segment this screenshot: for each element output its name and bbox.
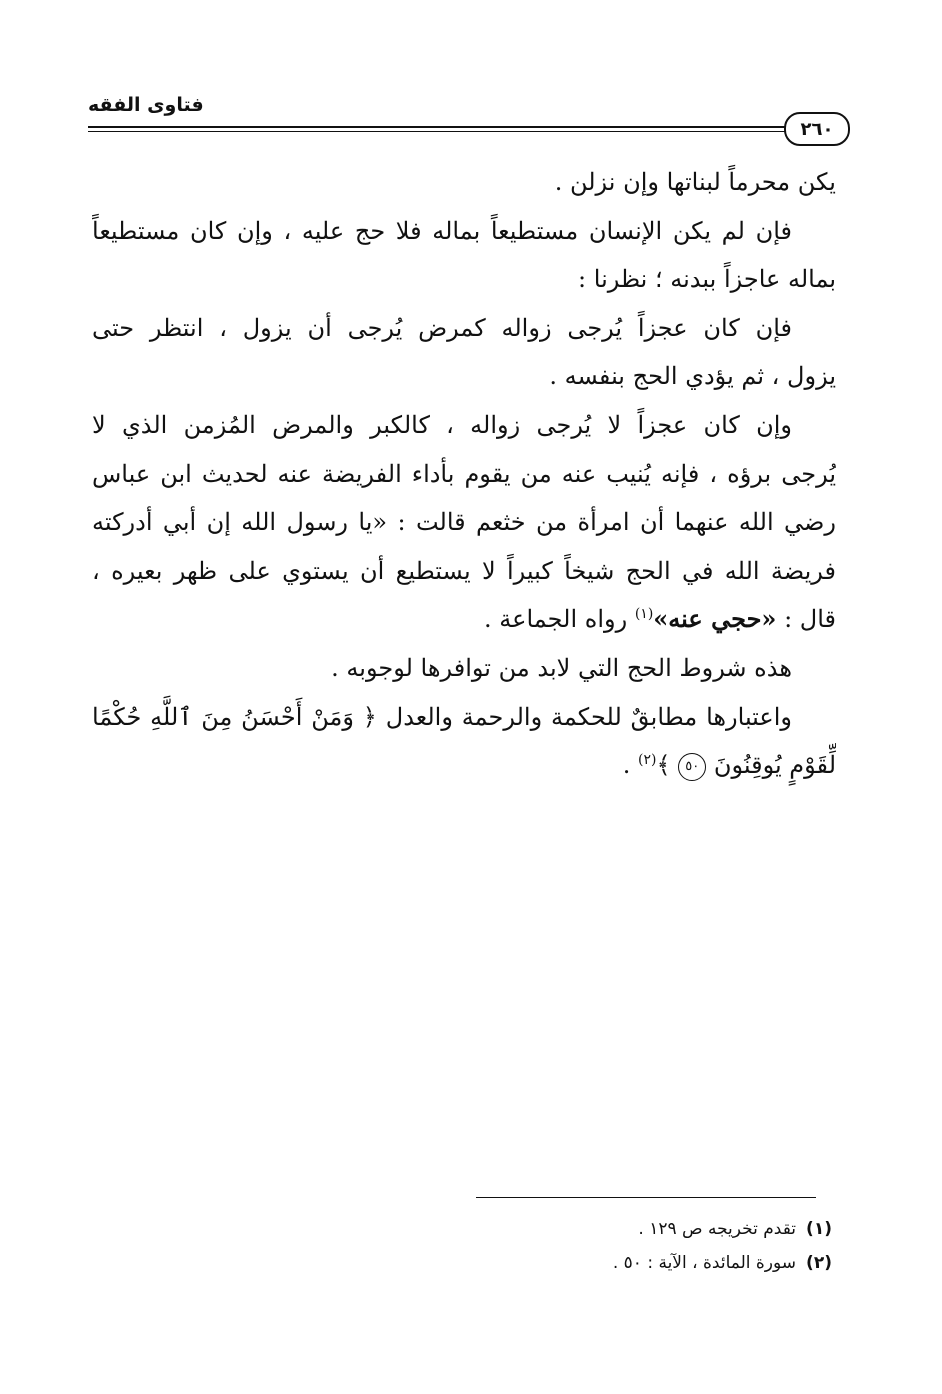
body-line-12 [92,693,836,742]
quran-verse-end: لِّقَوْمٍ يُوقِنُونَ [713,751,836,780]
footnote-1 [400,1212,832,1246]
footnote-2-text: سورة المائدة ، الآية : ٥٠ . [612,1253,797,1273]
running-header-title: فتاوى الفقه [88,94,204,116]
body-line-5: يزول ، ثم يؤدي الحج بنفسه . [549,362,836,391]
footnote-separator [476,1197,816,1198]
body-line-13 [92,741,836,790]
body-line-7: يُرجى برؤه ، فإنه يُنيب عنه من يقوم بأداء الفريضة عنه لحديث ابن عباس [92,459,836,488]
line12-text: واعتبارها مطابقٌ للحكمة والرحمة والعدل [385,702,793,731]
body-line-10 [92,595,836,644]
footnotes [400,1212,832,1280]
body-line-1: يكن محرماً لبناتها وإن نزلن . [554,168,836,196]
quran-close-bracket: ﴾ [656,751,671,780]
body-line-6: وإن كان عجزاً لا يُرجى زواله ، كالكبر والمرض المُزمن الذي لا [92,410,792,439]
footnote-ref-1: (١) [634,606,654,623]
quran-verse-start: ﴿ وَمَنْ أَحْسَنُ مِنَ ٱللَّهِ حُكْمًا [92,702,377,731]
line10-prefix: قال : [784,605,836,634]
line13-end: . [622,751,631,780]
body-line-11: هذه شروط الحج التي لابد من توافرها لوجوبه . [331,653,792,682]
line10-suffix: رواه الجماعة . [484,605,628,634]
page-number-badge [784,112,850,146]
body-line-8: رضي الله عنهما أن امرأة من خثعم قالت : «يا رسول الله إن أبي أدركته [92,508,836,537]
body-line-4: فإن كان عجزاً يُرجى زواله كمرض يُرجى أن يزول ، انتظر حتى [92,313,792,342]
footnote-2-number: (٢) [806,1253,832,1273]
hadith-quote: «حجي عنه» [653,604,777,634]
page-number: ٢٦٠ [800,118,834,140]
body-line-3: بماله عاجزاً ببدنه ؛ نظرنا : [578,265,836,294]
body-text [92,158,836,790]
footnote-1-text: تقدم تخريجه ص ١٢٩ . [638,1219,797,1239]
header-rule-thin [88,131,788,132]
footnote-1-number: (١) [806,1219,832,1239]
ayah-number-marker: ٥٠ [678,753,706,781]
body-line-9: فريضة الله في الحج شيخاً كبيراً لا يستطيع أن يستوي على ظهر بعيره ، [92,556,836,585]
footnote-ref-2: (٢) [638,752,657,769]
body-line-2: فإن لم يكن الإنسان مستطيعاً بماله فلا حج عليه ، وإن كان مستطيعاً [92,216,792,245]
footnote-2 [400,1246,832,1280]
header-rule [88,126,788,128]
